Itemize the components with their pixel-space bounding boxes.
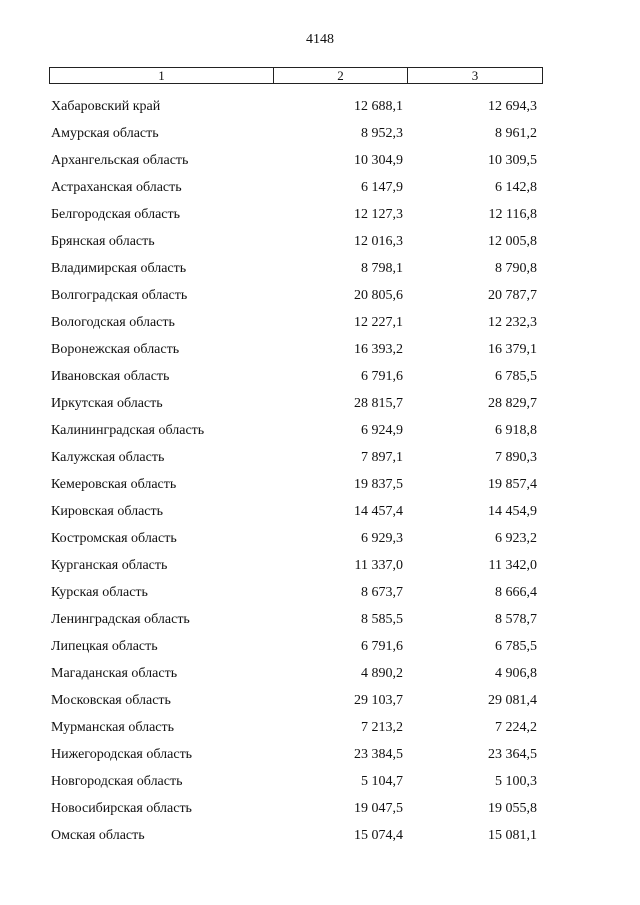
value-col-3: 29 081,4 (488, 693, 537, 708)
value-col-2: 4 890,2 (361, 666, 403, 681)
table-row (0, 286, 640, 313)
table-row (0, 529, 640, 556)
value-col-3: 16 379,1 (488, 342, 537, 357)
value-col-2: 5 104,7 (361, 774, 403, 789)
value-col-2: 29 103,7 (354, 693, 403, 708)
value-col-2: 12 688,1 (354, 99, 403, 114)
table-row (0, 691, 640, 718)
table-row (0, 421, 640, 448)
region-name: Ивановская область (51, 369, 170, 384)
region-name: Курская область (51, 585, 148, 600)
value-col-2: 28 815,7 (354, 396, 403, 411)
value-col-2: 11 337,0 (354, 558, 403, 573)
table-row (0, 475, 640, 502)
value-col-2: 14 457,4 (354, 504, 403, 519)
value-col-3: 7 224,2 (495, 720, 537, 735)
value-col-3: 12 116,8 (488, 207, 537, 222)
value-col-3: 12 005,8 (488, 234, 537, 249)
table-row (0, 664, 640, 691)
value-col-3: 12 232,3 (488, 315, 537, 330)
region-name: Хабаровский край (51, 99, 161, 114)
value-col-3: 28 829,7 (488, 396, 537, 411)
region-name: Магаданская область (51, 666, 178, 681)
value-col-3: 10 309,5 (488, 153, 537, 168)
region-name: Мурманская область (51, 720, 175, 735)
table-row (0, 502, 640, 529)
region-name: Брянская область (51, 234, 155, 249)
region-name: Иркутская область (51, 396, 163, 411)
region-name: Архангельская область (51, 153, 189, 168)
value-col-3: 12 694,3 (488, 99, 537, 114)
region-name: Курганская область (51, 558, 168, 573)
value-col-3: 14 454,9 (488, 504, 537, 519)
value-col-3: 20 787,7 (488, 288, 537, 303)
region-name: Волгоградская область (51, 288, 188, 303)
value-col-2: 7 213,2 (361, 720, 403, 735)
value-col-2: 19 837,5 (354, 477, 403, 492)
table-row (0, 232, 640, 259)
value-col-3: 6 785,5 (495, 369, 537, 384)
table-row (0, 610, 640, 637)
value-col-3: 6 785,5 (495, 639, 537, 654)
region-name: Воронежская область (51, 342, 180, 357)
region-name: Калужская область (51, 450, 165, 465)
page-number: 4148 (306, 32, 334, 47)
value-col-3: 11 342,0 (488, 558, 537, 573)
table-body (0, 97, 640, 853)
value-col-2: 12 127,3 (354, 207, 403, 222)
table-row (0, 448, 640, 475)
region-name: Амурская область (51, 126, 159, 141)
value-col-3: 8 578,7 (495, 612, 537, 627)
table-row (0, 151, 640, 178)
value-col-3: 4 906,8 (495, 666, 537, 681)
value-col-2: 10 304,9 (354, 153, 403, 168)
value-col-3: 5 100,3 (495, 774, 537, 789)
header-col-1: 1 (50, 68, 274, 83)
header-col-2: 2 (274, 68, 408, 83)
value-col-2: 6 791,6 (361, 369, 403, 384)
value-col-2: 12 016,3 (354, 234, 403, 249)
table-row (0, 205, 640, 232)
value-col-3: 19 857,4 (488, 477, 537, 492)
value-col-2: 7 897,1 (361, 450, 403, 465)
value-col-3: 7 890,3 (495, 450, 537, 465)
region-name: Новосибирская область (51, 801, 192, 816)
table-row (0, 97, 640, 124)
value-col-3: 6 923,2 (495, 531, 537, 546)
table-row (0, 178, 640, 205)
region-name: Ленинградская область (51, 612, 190, 627)
region-name: Кировская область (51, 504, 164, 519)
region-name: Новгородская область (51, 774, 183, 789)
region-name: Нижегородская область (51, 747, 193, 762)
value-col-2: 6 924,9 (361, 423, 403, 438)
table-row (0, 718, 640, 745)
table-row (0, 556, 640, 583)
table-row (0, 259, 640, 286)
region-name: Белгородская область (51, 207, 181, 222)
value-col-2: 8 952,3 (361, 126, 403, 141)
region-name: Омская область (51, 828, 145, 843)
table-row (0, 394, 640, 421)
header-col-3: 3 (471, 68, 479, 83)
value-col-2: 16 393,2 (354, 342, 403, 357)
value-col-2: 8 673,7 (361, 585, 403, 600)
value-col-2: 6 791,6 (361, 639, 403, 654)
value-col-2: 20 805,6 (354, 288, 403, 303)
region-name: Калининградская область (51, 423, 205, 438)
region-name: Владимирская область (51, 261, 187, 276)
table-row (0, 799, 640, 826)
table-row (0, 367, 640, 394)
value-col-2: 12 227,1 (354, 315, 403, 330)
table-row (0, 124, 640, 151)
region-name: Вологодская область (51, 315, 175, 330)
value-col-3: 8 666,4 (495, 585, 537, 600)
table-header (49, 67, 543, 84)
value-col-2: 8 585,5 (361, 612, 403, 627)
table-row (0, 340, 640, 367)
value-col-3: 6 918,8 (495, 423, 537, 438)
value-col-2: 6 147,9 (361, 180, 403, 195)
value-col-2: 6 929,3 (361, 531, 403, 546)
value-col-3: 8 961,2 (495, 126, 537, 141)
region-name: Липецкая область (51, 639, 158, 654)
table-row (0, 637, 640, 664)
value-col-2: 8 798,1 (361, 261, 403, 276)
value-col-2: 15 074,4 (354, 828, 403, 843)
region-name: Московская область (51, 693, 171, 708)
value-col-3: 15 081,1 (488, 828, 537, 843)
table-row (0, 826, 640, 853)
value-col-2: 19 047,5 (354, 801, 403, 816)
table-row (0, 745, 640, 772)
value-col-2: 23 384,5 (354, 747, 403, 762)
table-row (0, 313, 640, 340)
region-name: Кемеровская область (51, 477, 177, 492)
region-name: Костромская область (51, 531, 177, 546)
value-col-3: 23 364,5 (488, 747, 537, 762)
value-col-3: 6 142,8 (495, 180, 537, 195)
table-row (0, 772, 640, 799)
value-col-3: 8 790,8 (495, 261, 537, 276)
region-name: Астраханская область (51, 180, 182, 195)
table-row (0, 583, 640, 610)
value-col-3: 19 055,8 (488, 801, 537, 816)
